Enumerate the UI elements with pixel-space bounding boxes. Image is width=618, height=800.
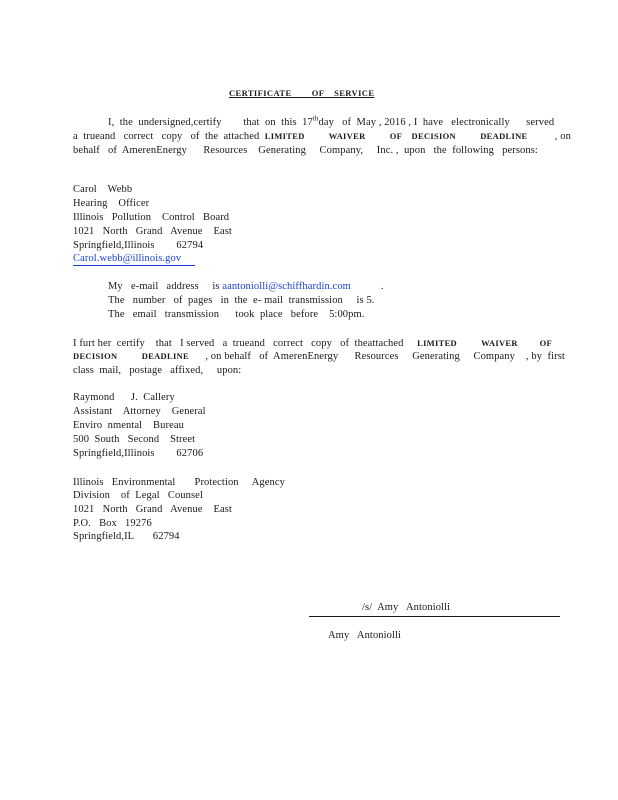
recipient2-name: Raymond J. Callery — [73, 392, 175, 403]
page-count-line: The number of pages in the e- mail transmission is 5. — [108, 295, 375, 306]
intro-line-2-start: a trueand correct copy of the attached — [73, 131, 265, 142]
recipient3-org: Illinois Environmental Protection Agency — [73, 477, 285, 488]
recipient1-title: Hearing Officer — [73, 198, 150, 209]
intro-line-1-end: day of May , 2016 , I have electronically served — [318, 117, 555, 128]
recipient3-division: Division of Legal Counsel — [73, 490, 203, 501]
recipient2-city: Springfield,Illinois 62706 — [73, 448, 204, 459]
email-address-line — [108, 280, 384, 293]
intro-line-1 — [108, 116, 554, 129]
email-address-label: My e-mail address is — [108, 281, 223, 292]
electronic-signature: /s/ Amy Antoniolli — [362, 602, 451, 613]
sender-email-link[interactable]: aantoniolli@schiffhardin.com — [222, 281, 351, 292]
email-address-end: . — [350, 281, 384, 292]
document-name-caps-2a: LIMITED WAIVER OF — [417, 338, 553, 348]
recipient3-box: P.O. Box 19276 — [73, 518, 152, 529]
signature-line — [309, 616, 560, 617]
recipient3-city: Springfield,IL 62794 — [73, 531, 180, 542]
recipient3-street: 1021 North Grand Avenue East — [73, 504, 232, 515]
further-line-1 — [73, 337, 552, 350]
intro-line-2-end: , on — [527, 131, 571, 142]
further-line-3: class mail, postage affixed, upon: — [73, 365, 242, 376]
intro-line-1-start: I, the undersigned,certify that on this 17 — [108, 117, 313, 128]
recipient1-street: 1021 North Grand Avenue East — [73, 226, 232, 237]
recipient1-city: Springfield,Illinois 62794 — [73, 240, 204, 251]
recipient1-email-link[interactable]: Carol.webb@illinois.gov — [73, 253, 182, 264]
recipient1-name: Carol Webb — [73, 184, 133, 195]
email-link-underline — [73, 265, 195, 266]
document-title: CERTIFICATE OF SERVICE — [229, 88, 375, 98]
transmission-time-line: The email transmission took place before 5:00pm. — [108, 309, 365, 320]
further-line-1-start: I furt her certify that I served a trueand correct copy of theattached — [73, 338, 418, 349]
document-name-caps: LIMITED WAIVER OF DECISION DEADLINE — [264, 131, 528, 141]
signer-name: Amy Antoniolli — [328, 630, 402, 641]
document-name-caps-2b: DECISION DEADLINE — [73, 351, 189, 361]
recipient2-street: 500 South Second Street — [73, 434, 196, 445]
intro-line-2 — [73, 130, 571, 143]
recipient2-dept: Enviro nmental Bureau — [73, 420, 184, 431]
further-line-2-end: , on behalf of AmerenEnergy Resources Generating Company , by first — [188, 351, 565, 362]
date-ordinal-suffix: th — [312, 114, 319, 123]
recipient1-org: Illinois Pollution Control Board — [73, 212, 230, 223]
recipient2-title: Assistant Attorney General — [73, 406, 206, 417]
intro-line-3: behalf of AmerenEnergy Resources Generating Company, Inc. , upon the following persons: — [73, 145, 538, 156]
further-line-2 — [73, 350, 565, 363]
